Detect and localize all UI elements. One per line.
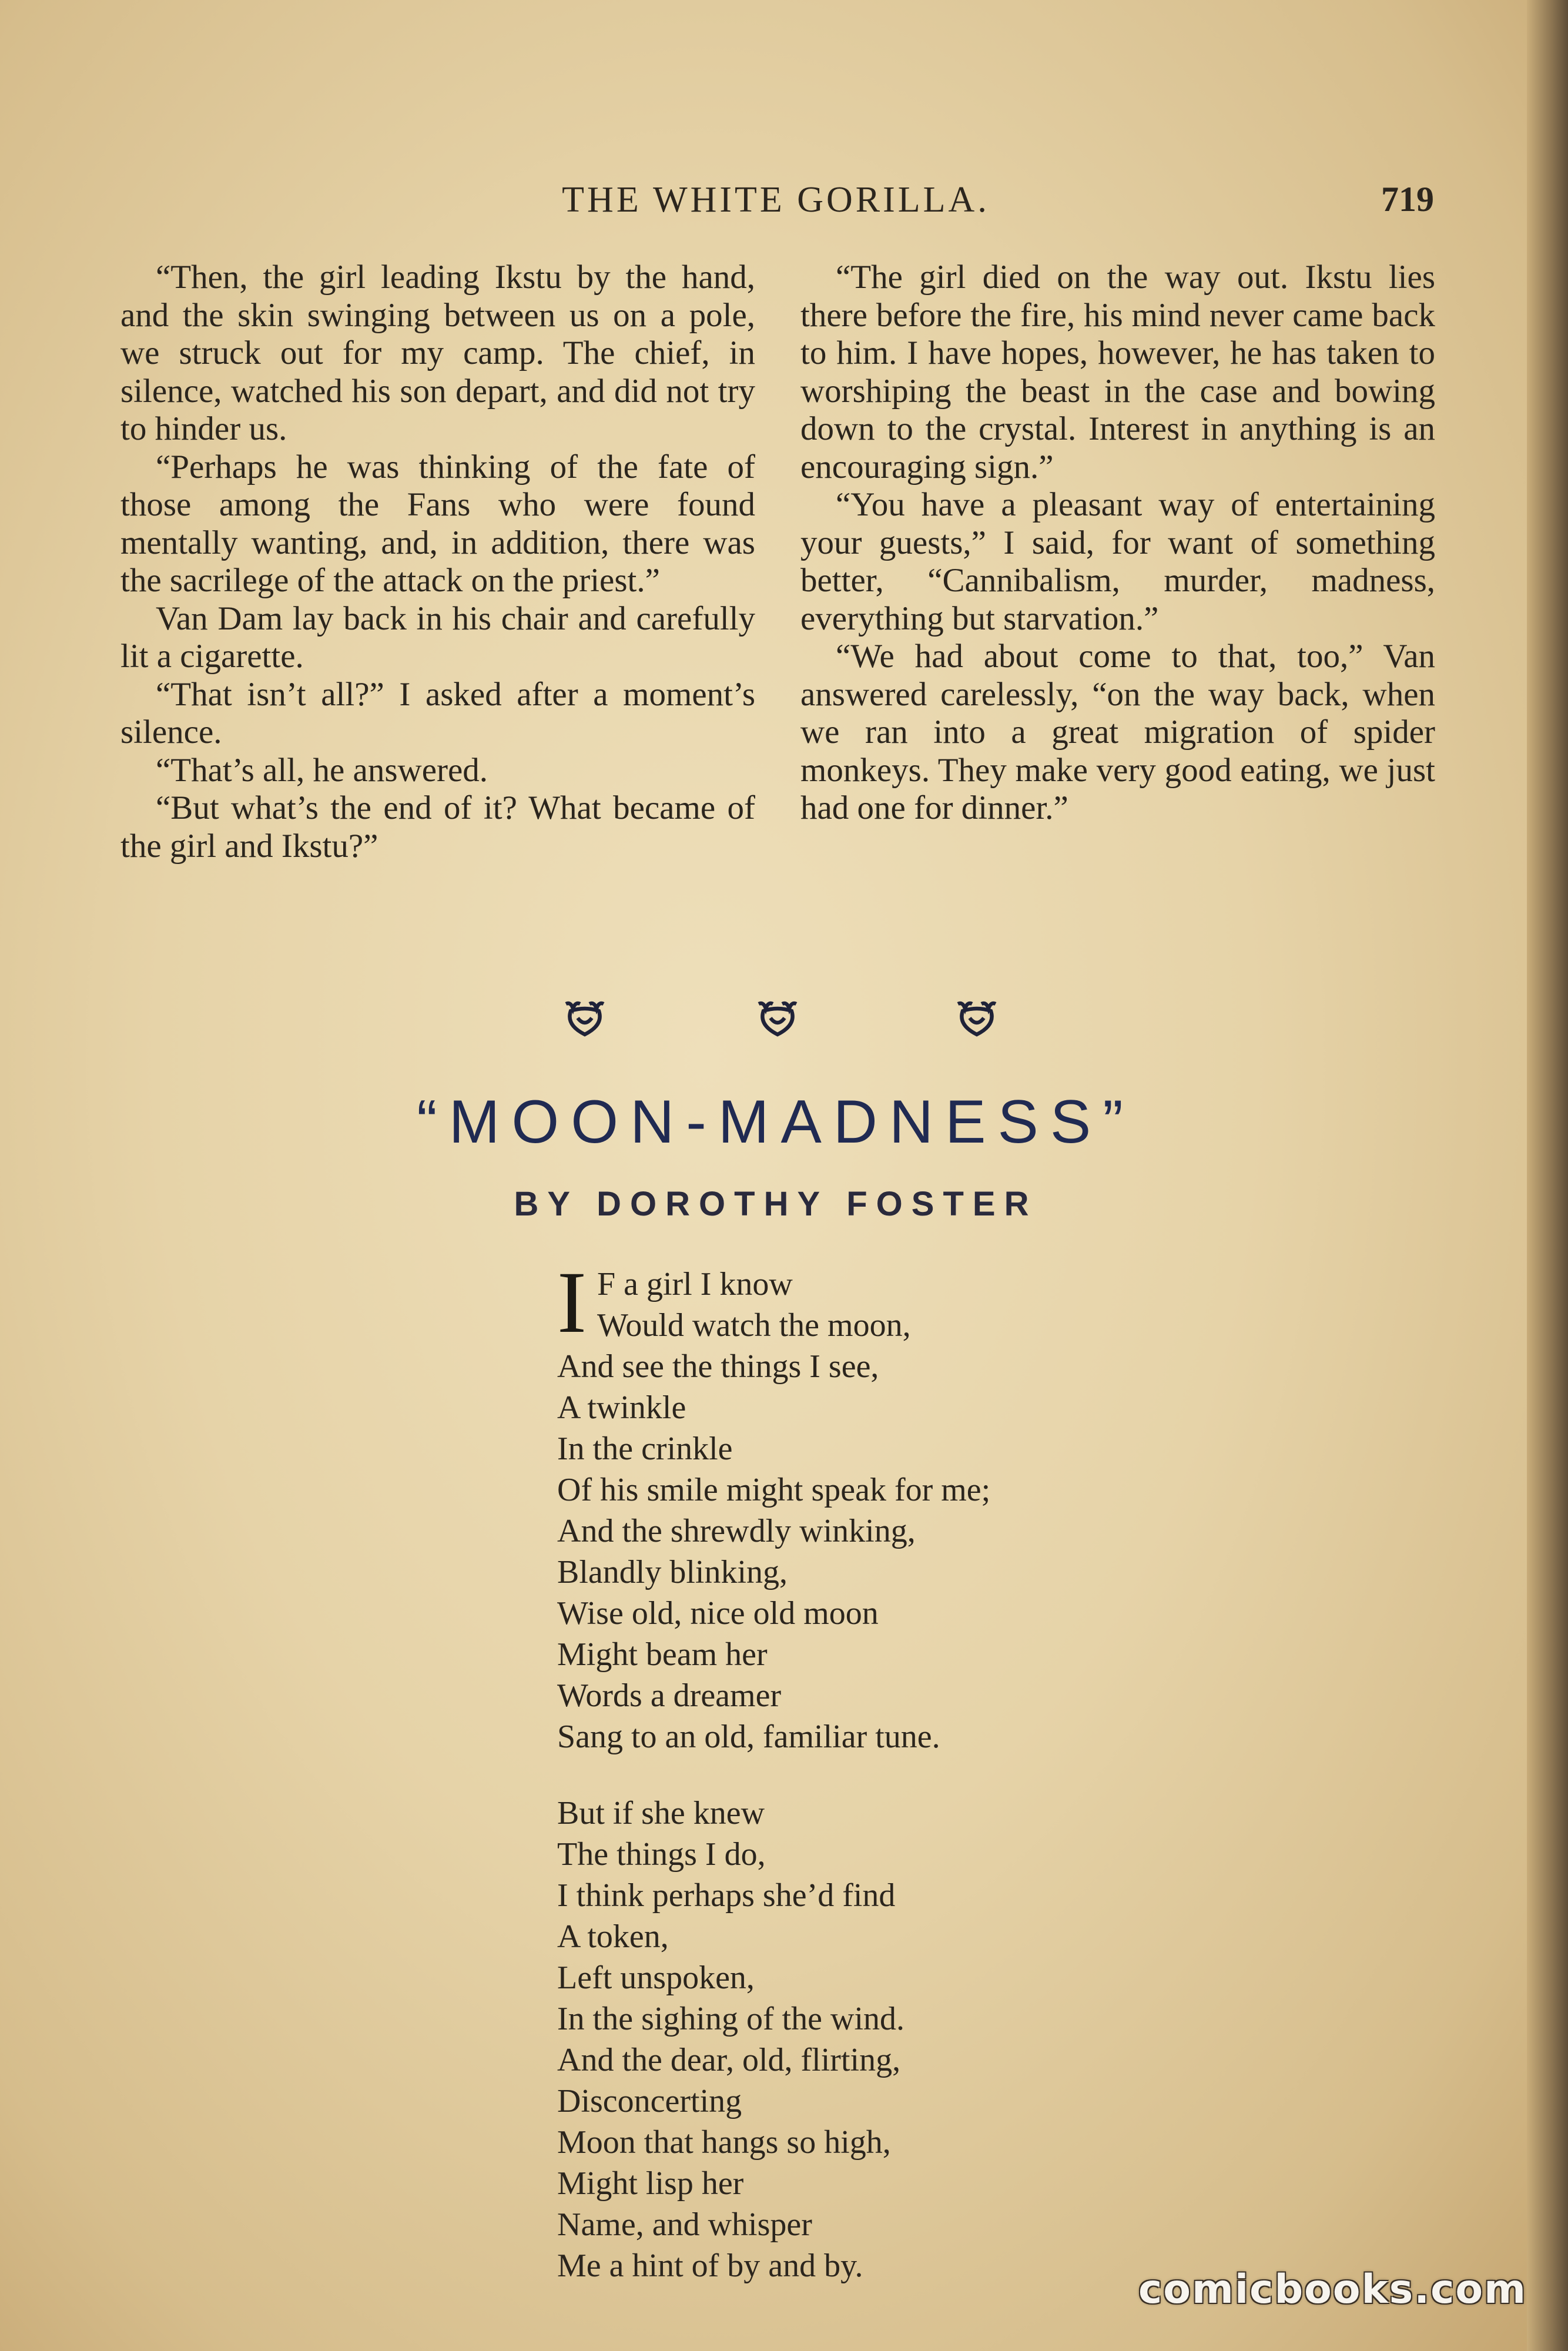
fleuron-icon bbox=[953, 999, 1000, 1040]
paragraph: “Then, the girl leading Ikstu by the hand, and the skin swinging between us on a pole, we struck out for my camp. The chief, in silence, watched his son depart, and did not try to hinder us. bbox=[120, 259, 755, 447]
poem-line: Name, and whisper bbox=[557, 2206, 812, 2243]
poem-title: “MOON-MADNESS” bbox=[417, 1088, 1135, 1156]
watermark: comicbooks.com bbox=[1138, 2266, 1527, 2313]
stanza-2 bbox=[557, 1793, 1439, 2286]
poem-line: And the shrewdly winking, bbox=[557, 1513, 916, 1549]
poem-line: Moon that hangs so high, bbox=[557, 2124, 891, 2161]
right-column bbox=[800, 259, 1435, 828]
page-header bbox=[118, 179, 1434, 232]
poem-line: And see the things I see, bbox=[557, 1348, 879, 1385]
poem-line: Wise old, nice old moon bbox=[557, 1595, 879, 1632]
poem-byline: BY DOROTHY FOSTER bbox=[514, 1185, 1038, 1223]
poem-line: Would watch the moon, bbox=[597, 1307, 911, 1344]
running-head: THE WHITE GORILLA. bbox=[562, 180, 990, 220]
page-spine-shadow bbox=[1527, 0, 1568, 2351]
poem-line: The things I do, bbox=[557, 1836, 766, 1873]
poem-line: In the crinkle bbox=[557, 1431, 733, 1467]
poem-line: F a girl I know bbox=[597, 1266, 793, 1302]
poem-line: Might lisp her bbox=[557, 2165, 744, 2202]
poem-line: Might beam her bbox=[557, 1636, 768, 1673]
drop-cap: I bbox=[557, 1254, 587, 1351]
paragraph: “But what’s the end of it? What became of the girl and Ikstu?” bbox=[120, 789, 755, 865]
section-divider bbox=[0, 999, 1568, 1046]
poem-line: A token, bbox=[557, 1918, 669, 1955]
poem-line: A twinkle bbox=[557, 1389, 686, 1426]
left-column bbox=[120, 259, 755, 865]
fleuron-icon bbox=[561, 999, 608, 1040]
paragraph: “That isn’t all?” I asked after a moment’s silence. bbox=[120, 675, 755, 751]
poem-line: Disconcerting bbox=[557, 2083, 742, 2119]
poem-line: Blandly blinking, bbox=[557, 1554, 788, 1590]
poem-line: In the sighing of the wind. bbox=[557, 2001, 905, 2037]
paragraph: “That’s all, he answered. bbox=[156, 751, 488, 789]
poem-line: Left unspoken, bbox=[557, 1960, 755, 1996]
poem-body bbox=[557, 1254, 1439, 2286]
paragraph: “You have a pleasant way of entertaining your guests,” I said, for want of something better, “Cannibalism, murder, madness, everything but starvation.” bbox=[800, 486, 1435, 637]
fleuron-icon bbox=[754, 999, 801, 1040]
paragraph: “The girl died on the way out. Ikstu lies there before the fire, his mind never came back to him. I have hopes, however, he has taken to worshiping the beast in the case and bowing down to the crystal. Interest in anything is an encouraging sign.” bbox=[800, 259, 1435, 485]
poem-line: But if she knew bbox=[557, 1795, 765, 1831]
page-number: 719 bbox=[1381, 180, 1434, 219]
poem-line: Me a hint of by and by. bbox=[557, 2248, 863, 2284]
poem-line: Of his smile might speak for me; bbox=[557, 1472, 991, 1508]
poem-line: Words a dreamer bbox=[557, 1677, 782, 1714]
paragraph: Van Dam lay back in his chair and carefully lit a cigarette. bbox=[120, 600, 755, 675]
poem-line: Sang to an old, familiar tune. bbox=[557, 1719, 940, 1755]
paragraph: “We had about come to that, too,” Van answered carelessly, “on the way back, when we ran into a great migration of spider monkeys. They make very good eating, we just had one for dinner.” bbox=[800, 638, 1435, 826]
stanza-1 bbox=[557, 1254, 1439, 1757]
poem-line: And the dear, old, flirting, bbox=[557, 2042, 901, 2078]
paragraph: “Perhaps he was thinking of the fate of those among the Fans who were found mentally wanting, and, in addition, there was the sacrilege of the attack on the priest.” bbox=[120, 448, 755, 599]
poem-line: I think perhaps she’d find bbox=[557, 1877, 896, 1914]
